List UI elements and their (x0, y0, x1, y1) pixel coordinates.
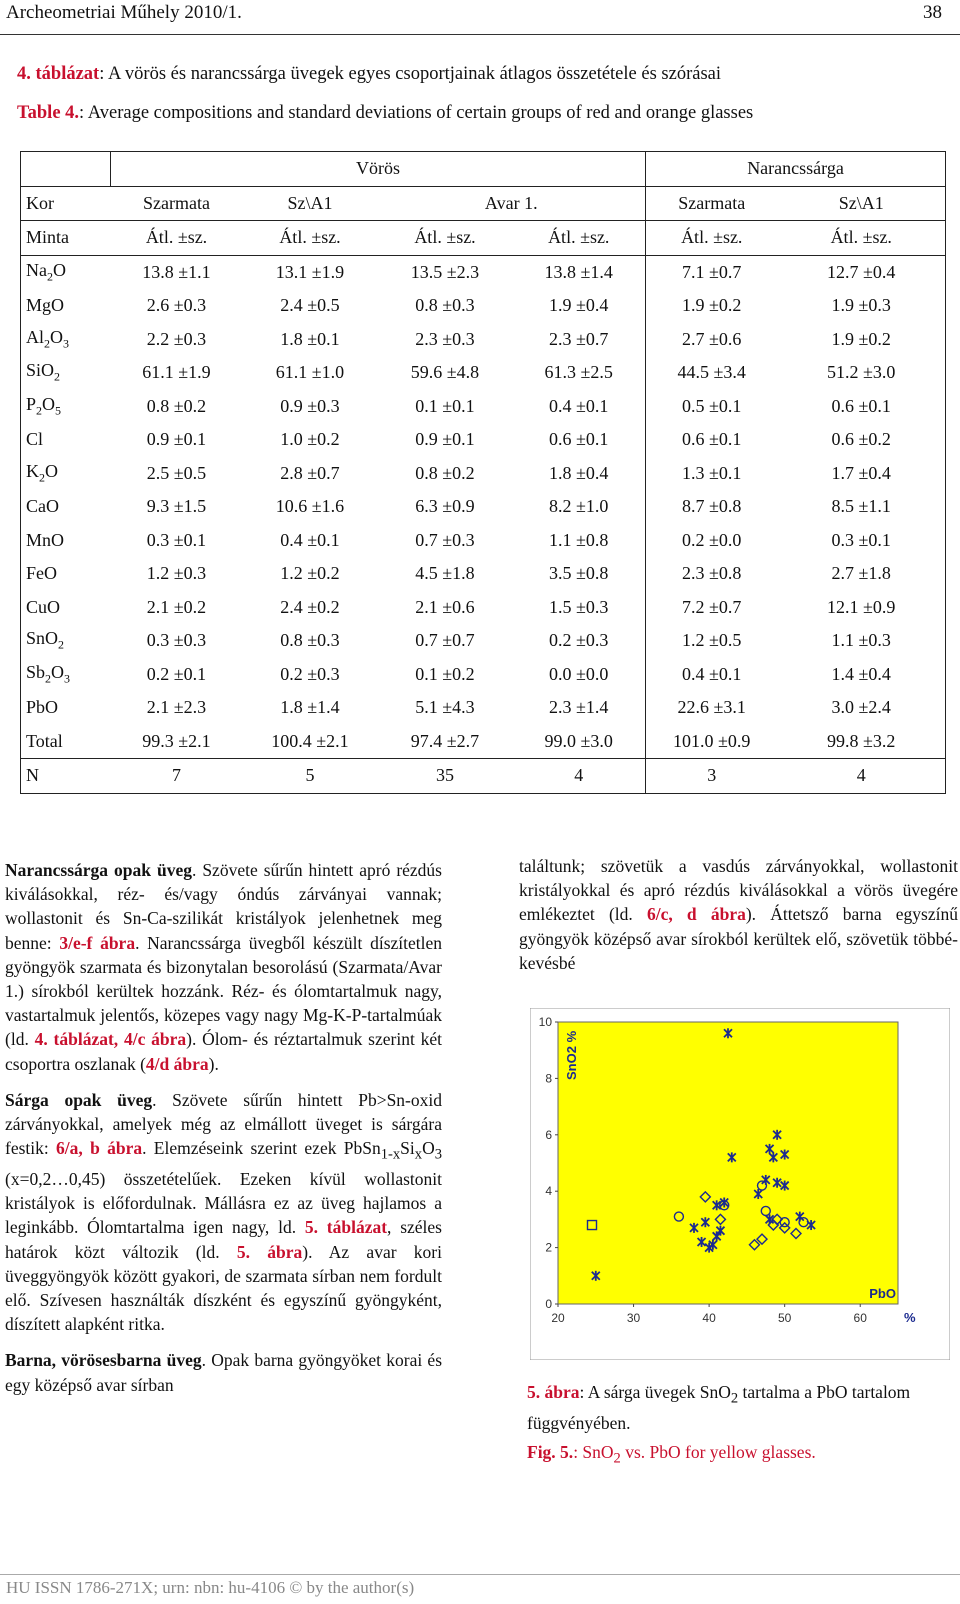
minta-cell: Átl. ±sz. (243, 221, 378, 256)
oxide-text: O (51, 661, 65, 682)
value-cell: 100.4 ±2.1 (243, 725, 378, 759)
value-cell: 0.6 ±0.1 (778, 390, 946, 424)
table-row (21, 457, 946, 491)
x-axis-label: PbO (869, 1286, 896, 1301)
value-cell: 0.8 ±0.3 (415, 295, 475, 316)
value-cell: 6.3 ±0.9 (415, 496, 475, 517)
value-cell: 99.8 ±3.2 (778, 725, 946, 759)
value-cell: 12.1 ±0.9 (778, 591, 946, 625)
figure-ref-link[interactable]: 5. ábra (236, 1241, 303, 1262)
oxide-label (21, 356, 111, 390)
y-tick-label: 10 (538, 1015, 552, 1029)
right-text-column (519, 854, 958, 987)
x-axis-unit: % (904, 1310, 916, 1325)
journal-title: Archeometriai Műhely 2010/1. (6, 2, 242, 23)
oxide-label (21, 390, 111, 424)
paragraph-text: ). Ólom- és réztartalmuk szerint két csoportra oszlanak ( (5, 1029, 442, 1074)
paragraph-text: ). Áttetsző barna egyszínű gyöngyök középső avar sírokból kerültek elő, szövetük többé-kevésbé (519, 904, 958, 973)
value-cell: 2.1 ±0.2 (146, 596, 207, 617)
value-cell: 0.5 ±0.1 (682, 395, 742, 416)
value-cell: 8.5 ±1.1 (778, 490, 946, 524)
footer-text: HU ISSN 1786-271X; urn: nbn: hu-4106 © by the author(s) (6, 1578, 415, 1597)
oxide-label (21, 490, 111, 524)
value-cell: 22.6 ±3.1 (677, 697, 746, 718)
value-cell: 9.3 ±1.5 (146, 496, 207, 517)
value-cell: 1.9 ±0.4 (513, 289, 646, 323)
plot-area (558, 1022, 898, 1304)
paragraph-yellow-glass (5, 1088, 442, 1337)
table-row (21, 691, 946, 725)
oxide-text: O (50, 326, 63, 347)
figure-caption-text: : A sárga üvegek SnO (579, 1382, 731, 1402)
paragraph-brown-glass-cont (519, 854, 958, 975)
value-cell: 0.4 ±0.1 (513, 390, 646, 424)
count-cell: 4 (778, 759, 946, 794)
value-cell: 0.8 ±0.3 (280, 630, 340, 651)
value-cell: 2.1 ±0.6 (415, 596, 475, 617)
value-cell: 1.2 ±0.2 (280, 563, 340, 584)
oxide-subscript: 3 (64, 671, 71, 686)
value-cell: 0.9 ±0.1 (146, 429, 207, 450)
page-number: 38 (923, 2, 942, 23)
oxide-subscript: 2 (58, 638, 65, 653)
value-cell: 8.7 ±0.8 (682, 496, 742, 517)
value-cell: 0.8 ±0.2 (146, 395, 207, 416)
value-cell: 0.2 ±0.1 (146, 663, 207, 684)
oxide-subscript: 2 (44, 336, 50, 351)
value-cell: 5.1 ±4.3 (415, 697, 475, 718)
value-cell: 101.0 ±0.9 (646, 725, 778, 759)
figure-caption-hu (527, 1380, 957, 1435)
value-cell: 7.2 ±0.7 (682, 596, 742, 617)
subscript: 2 (730, 1390, 739, 1407)
oxide-text: SnO (26, 628, 59, 649)
oxide-text: P (26, 393, 37, 414)
kor-cell: Szarmata (646, 186, 778, 221)
value-cell: 1.3 ±0.1 (682, 462, 742, 483)
figure-label-en: Fig. 5. (527, 1442, 574, 1462)
minta-label: Minta (21, 221, 111, 256)
value-cell: 61.1 ±1.9 (142, 362, 211, 383)
value-cell: 0.2 ±0.3 (513, 624, 646, 658)
oxide-text: SiO (26, 360, 55, 381)
value-cell: 1.9 ±0.2 (778, 323, 946, 357)
table-row (21, 557, 946, 591)
value-cell: 2.3 ±1.4 (513, 691, 646, 725)
table-label-hu: 4. táblázat (17, 64, 100, 84)
subscript: 2 (613, 1450, 621, 1467)
value-cell: 13.8 ±1.4 (513, 255, 646, 289)
paragraph-text: . Opak barna gyöngyöket korai és egy középső avar sírban (5, 1350, 443, 1395)
value-cell: 13.8 ±1.1 (111, 255, 243, 289)
value-cell: 2.6 ±0.3 (146, 295, 207, 316)
paragraph-orange-glass (5, 858, 442, 1076)
paragraph-text: . Elemzéseink szerint ezek PbSn (142, 1138, 381, 1159)
minta-cell: Átl. ±sz. (111, 221, 243, 256)
table-row (21, 524, 946, 558)
paragraph-brown-glass (5, 1348, 442, 1396)
kor-cell: Avar 1. (378, 186, 646, 221)
oxide-text: O (53, 259, 66, 280)
oxide-label (21, 725, 111, 759)
value-cell: 0.4 ±0.1 (280, 529, 340, 550)
figure-ref-link[interactable]: 6/c, d ábra (646, 904, 746, 925)
figure-caption-text: vs. PbO for yellow glasses. (620, 1442, 816, 1462)
value-cell: 1.9 ±0.2 (682, 295, 742, 316)
value-cell: 0.9 ±0.3 (280, 395, 340, 416)
oxide-text: O (45, 460, 58, 481)
x-tick-label: 40 (702, 1311, 716, 1325)
value-cell: 1.7 ±0.4 (778, 457, 946, 491)
count-label: N (21, 759, 111, 794)
value-cell: 1.1 ±0.3 (778, 624, 946, 658)
value-cell: 1.4 ±0.4 (778, 658, 946, 692)
value-cell: 61.3 ±2.5 (513, 356, 646, 390)
value-cell: 3.0 ±2.4 (778, 691, 946, 725)
table-row (21, 390, 946, 424)
oxide-label (21, 557, 111, 591)
value-cell: 0.3 ±0.1 (778, 524, 946, 558)
oxide-subscript: 2 (39, 470, 45, 485)
oxide-text: O (42, 393, 56, 414)
x-tick-label: 30 (626, 1311, 641, 1325)
subscript: 3 (434, 1146, 442, 1163)
oxide-subscript: 2 (36, 403, 43, 418)
table-row (21, 255, 946, 289)
y-tick-label: 8 (545, 1071, 552, 1086)
value-cell: 99.0 ±3.0 (513, 725, 646, 759)
value-cell: 0.0 ±0.0 (513, 658, 646, 692)
value-cell: 0.8 ±0.2 (415, 462, 475, 483)
left-text-column (5, 858, 442, 1409)
table-row (21, 323, 946, 357)
value-cell: 2.5 ±0.5 (146, 462, 207, 483)
figure-ref-link[interactable]: 6/a, b ábra (56, 1138, 143, 1159)
value-cell: 2.3 ±0.3 (415, 328, 475, 349)
oxide-label (21, 423, 111, 457)
figure-ref-link[interactable]: 4/d ábra (145, 1053, 209, 1074)
value-cell: 2.8 ±0.7 (280, 462, 340, 483)
composition-table (20, 151, 945, 793)
table-caption-en (17, 103, 753, 124)
table-row (21, 356, 946, 390)
value-cell: 7.1 ±0.7 (646, 255, 778, 289)
group-header-row (21, 152, 946, 187)
paragraph-text: . Szövete sűrűn hintett apró rézdús kiválásokkal, réz- és/vagy óndús zárványai vannak; wollastonit és Sn-Ca-szilikát kristályok jelenhetnek meg benne: (5, 860, 442, 953)
oxide-text: Sb (26, 661, 46, 682)
table-row (21, 423, 946, 457)
value-cell: 2.3 ±0.7 (513, 323, 646, 357)
count-cell: 3 (646, 759, 778, 794)
paragraph-text: ). Az avar kori üveggyöngyök között gyakori, de szarmata sírban nem fordult elő. Szívesen használták díszként és egyszínű gyöngyként, díszített alapként ritka. (5, 1241, 442, 1335)
value-cell: 1.5 ±0.3 (513, 591, 646, 625)
value-cell: 2.3 ±0.8 (682, 563, 742, 584)
table-row (21, 624, 946, 658)
value-cell: 4.5 ±1.8 (415, 563, 475, 584)
minta-cell: Átl. ±sz. (513, 221, 646, 256)
value-cell: 3.5 ±0.8 (513, 557, 646, 591)
count-cell: 35 (378, 759, 513, 794)
oxide-label (21, 658, 111, 692)
value-cell: 2.7 ±0.6 (682, 328, 742, 349)
oxide-label (21, 323, 111, 357)
figure-label-hu: 5. ábra (527, 1382, 580, 1402)
table-row (21, 490, 946, 524)
oxide-subscript: 2 (54, 370, 61, 385)
header-divider (0, 34, 960, 35)
value-cell: 61.1 ±1.0 (275, 362, 345, 383)
figure-ref-link[interactable]: 3/e-f ábra (59, 932, 136, 953)
oxide-label (21, 289, 111, 323)
oxide-subscript: 3 (63, 336, 69, 351)
paragraph-text: . Narancssárga üvegből készült díszítetlen gyöngyök szarmata és bizonytalan besorolású (Szarmata/Avar 1.) sírokból kerültek hozzánk. Réz- és ólomtartalmuk nagy, vastartalmuk jelentős, közepes vagy nagy Mg-K-P-tartalmúak (ld. (5, 932, 442, 1050)
count-cell: 7 (111, 759, 243, 794)
kor-label: Kor (21, 186, 111, 221)
value-cell: 2.4 ±0.5 (280, 295, 340, 316)
value-cell: 1.8 ±0.1 (280, 328, 340, 349)
oxide-subscript: 2 (45, 671, 52, 686)
oxide-text: PbO (26, 697, 59, 718)
paragraph-title: Narancssárga opak üveg (5, 860, 192, 880)
value-cell: 13.1 ±1.9 (243, 255, 378, 289)
value-cell: 1.8 ±1.4 (280, 697, 340, 718)
table-ref-link[interactable]: 5. táblázat (304, 1217, 388, 1238)
table-caption-hu-text: : A vörös és narancssárga üvegek egyes csoportjainak átlagos összetétele és szórásai (99, 64, 721, 84)
oxide-text: CaO (26, 496, 59, 517)
oxide-text: Na (26, 259, 47, 280)
oxide-text: MnO (26, 529, 65, 550)
minta-cell: Átl. ±sz. (646, 221, 778, 256)
value-cell: 0.2 ±0.0 (682, 529, 742, 550)
value-cell: 2.2 ±0.3 (146, 328, 207, 349)
table-ref-link[interactable]: 4. táblázat, 4/c ábra (34, 1029, 187, 1050)
value-cell: 0.1 ±0.1 (415, 395, 475, 416)
figure-caption-en (527, 1442, 816, 1468)
oxide-subscript: 5 (55, 403, 62, 418)
value-cell: 0.6 ±0.1 (513, 423, 646, 457)
oxide-label (21, 524, 111, 558)
value-cell: 0.1 ±0.2 (415, 663, 475, 684)
value-cell: 0.7 ±0.3 (415, 529, 475, 550)
figure-caption-text: : SnO (573, 1442, 614, 1462)
footer-divider (0, 1574, 960, 1575)
paragraph-text: ). (208, 1053, 219, 1074)
subscript: x (414, 1146, 423, 1163)
value-cell: 2.7 ±1.8 (778, 557, 946, 591)
value-cell: 0.3 ±0.1 (146, 529, 207, 550)
oxide-text: Total (26, 730, 63, 751)
value-cell: 59.6 ±4.8 (410, 362, 480, 383)
sno2-pbo-scatter-chart (530, 1008, 950, 1360)
value-cell: 44.5 ±3.4 (677, 362, 746, 383)
scatter-plot-svg (530, 1008, 950, 1360)
y-tick-label: 2 (545, 1240, 552, 1255)
table-row (21, 591, 946, 625)
value-cell: 0.2 ±0.3 (280, 663, 340, 684)
table-row (21, 725, 946, 759)
value-cell: 1.0 ±0.2 (280, 429, 340, 450)
paragraph-text: O (422, 1138, 435, 1159)
count-cell: 4 (513, 759, 646, 794)
x-tick-label: 20 (551, 1311, 565, 1325)
paragraph-text: Si (400, 1138, 415, 1159)
value-cell: 97.4 ±2.7 (378, 725, 513, 759)
table-row (21, 289, 946, 323)
kor-cell: Szarmata (111, 186, 243, 221)
value-cell: 1.1 ±0.8 (513, 524, 646, 558)
oxide-text: K (26, 460, 39, 481)
paragraph-text: (x=0,2…0,45) összetételűek. Ezeken kívül wollastonit kristályok is előfordulnak. Mállásra ez az üveg hajlamos a leginkább. Ólomtartalma igen nagy, ld. (5, 1168, 442, 1238)
value-cell: 0.3 ±0.3 (146, 630, 207, 651)
value-cell: 13.5 ±2.3 (378, 255, 513, 289)
oxide-label (21, 691, 111, 725)
oxide-text: MgO (26, 295, 65, 316)
oxide-label (21, 457, 111, 491)
value-cell: 12.7 ±0.4 (778, 255, 946, 289)
value-cell: 99.3 ±2.1 (111, 725, 243, 759)
value-cell: 0.6 ±0.1 (682, 429, 742, 450)
value-cell: 1.2 ±0.5 (682, 630, 742, 651)
oxide-subscript: 2 (47, 269, 53, 284)
value-cell: 2.1 ±2.3 (146, 697, 207, 718)
y-axis-label: SnO2 % (564, 1030, 579, 1080)
oxide-text: CuO (26, 596, 61, 617)
x-tick-label: 50 (777, 1311, 792, 1325)
oxide-label (21, 624, 111, 658)
value-cell: 1.2 ±0.3 (146, 563, 207, 584)
oxide-text: Al (26, 326, 44, 347)
paragraph-text: , széles határok közt változik (ld. (5, 1217, 442, 1262)
value-cell: 51.2 ±3.0 (778, 356, 946, 390)
table-label-en: Table 4. (17, 103, 80, 123)
kor-cell: Sz\A1 (778, 186, 946, 221)
oxide-label (21, 591, 111, 625)
value-cell: 10.6 ±1.6 (275, 496, 345, 517)
oxide-text: FeO (26, 563, 57, 584)
paragraph-title: Barna, vörösesbarna üveg (5, 1350, 202, 1371)
figure-caption-text: tartalma a PbO tartalom függvényében. (527, 1382, 911, 1433)
paragraph-text: találtunk; szövetük a vasdús zárványokkal, wollastonit kristályokkal és apró rézdús kiválásokkal a vörös üvegére emlékeztet (ld. (519, 856, 958, 925)
paragraph-text: . Szövete sűrűn hintett Pb>Sn-oxid zárványokkal, amelyek még az elmállott üveget is sárgára festik: (5, 1089, 442, 1159)
oxide-label (21, 255, 111, 289)
value-cell: 1.8 ±0.4 (513, 457, 646, 491)
value-cell: 8.2 ±1.0 (513, 490, 646, 524)
value-cell: 0.4 ±0.1 (682, 663, 742, 684)
x-tick-label: 60 (853, 1311, 867, 1325)
y-tick-label: 0 (545, 1297, 552, 1311)
table-caption-hu (17, 64, 721, 85)
subscript: 1-x (380, 1146, 401, 1163)
kor-row (21, 186, 946, 221)
paragraph-title: Sárga opak üveg (5, 1089, 153, 1110)
y-tick-label: 6 (545, 1127, 552, 1142)
count-row (21, 759, 946, 794)
group-red: Vörös (111, 152, 646, 187)
group-orange: Narancssárga (646, 152, 946, 187)
count-cell: 5 (243, 759, 378, 794)
oxide-text: Cl (26, 429, 44, 450)
table-row (21, 658, 946, 692)
y-tick-label: 4 (545, 1184, 552, 1199)
value-cell: 0.6 ±0.2 (778, 423, 946, 457)
value-cell: 2.4 ±0.2 (280, 596, 340, 617)
value-cell: 0.7 ±0.7 (415, 630, 475, 651)
kor-cell: Sz\A1 (243, 186, 378, 221)
minta-cell: Átl. ±sz. (378, 221, 513, 256)
minta-cell: Átl. ±sz. (778, 221, 946, 256)
minta-row (21, 221, 946, 256)
value-cell: 1.9 ±0.3 (778, 289, 946, 323)
table-caption-en-text: : Average compositions and standard deviations of certain groups of red and orange glasses (79, 103, 754, 123)
value-cell: 0.9 ±0.1 (415, 429, 475, 450)
